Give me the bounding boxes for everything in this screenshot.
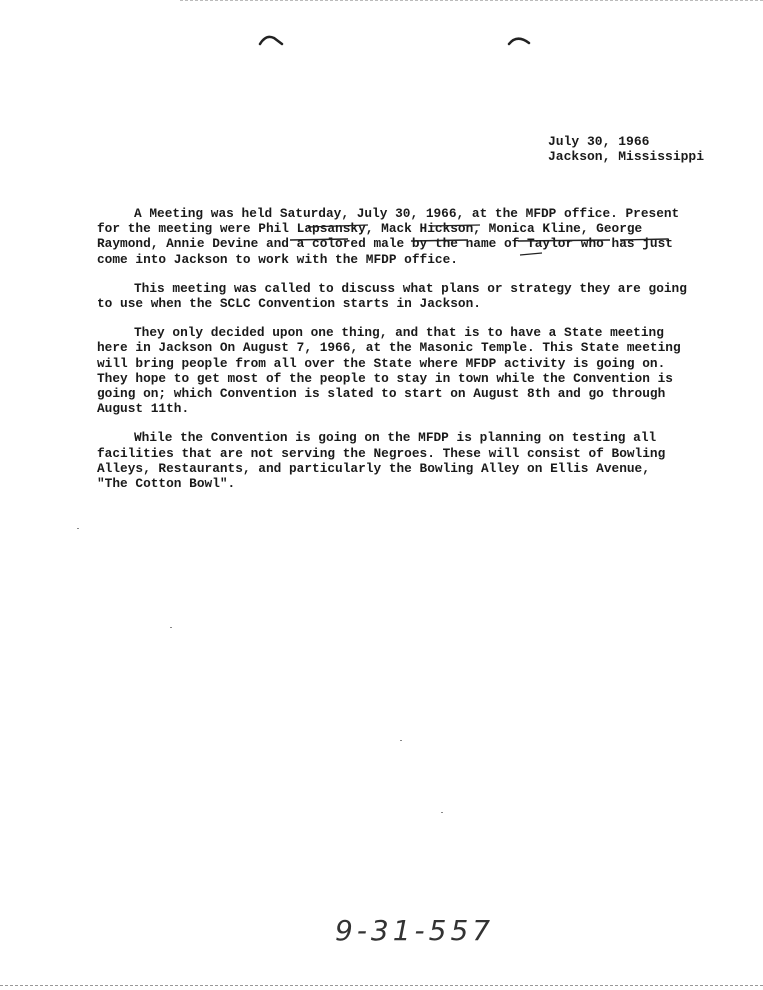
place: Jackson, Mississippi	[548, 149, 705, 164]
handwritten-file-number: 9-31-557	[335, 914, 495, 947]
handwritten-underlines	[280, 220, 680, 270]
punch-hole-mark-right	[507, 33, 531, 47]
bottom-dashed-border	[0, 985, 763, 986]
paragraph-1: A Meeting was held Saturday, July 30, 1966, at the MFDP office. Present for the meeting were Phil Lapsansky, Mack Hickson, Monica Kline, George Raymond, Annie Devine and a colored male by the name of Taylor who has just come into Jackson to work with the MFDP office.	[97, 206, 680, 267]
paragraph-4: While the Convention is going on the MFDP is planning on testing all facilities that are not serving the Negroes. These will consist of Bowling Alleys, Restaurants, and particularly the Bowling Alley on Ellis Avenue, "The Cotton Bowl".	[97, 430, 666, 492]
top-dashed-border	[180, 0, 763, 1]
dateline	[548, 134, 704, 164]
paragraph-2: This meeting was called to discuss what plans or strategy they are going to use when the SCLC Convention starts in Jackson.	[97, 280, 687, 312]
date: July 30, 1966	[548, 134, 650, 149]
paragraph-3: They only decided upon one thing, and that is to have a State meeting here in Jackson On August 7, 1966, at the Masonic Temple. This State meeting will bring people from all over the State where MFDP activity is going on. They hope to get most of the people to stay in town while the Convention is going on; which Convention is slated to start on August 8th and go through August 11th.	[97, 325, 681, 417]
scan-speck	[441, 812, 443, 813]
punch-hole-mark-left	[258, 32, 284, 48]
scan-speck	[170, 627, 172, 628]
scan-speck	[77, 528, 79, 529]
scan-speck	[400, 740, 402, 741]
